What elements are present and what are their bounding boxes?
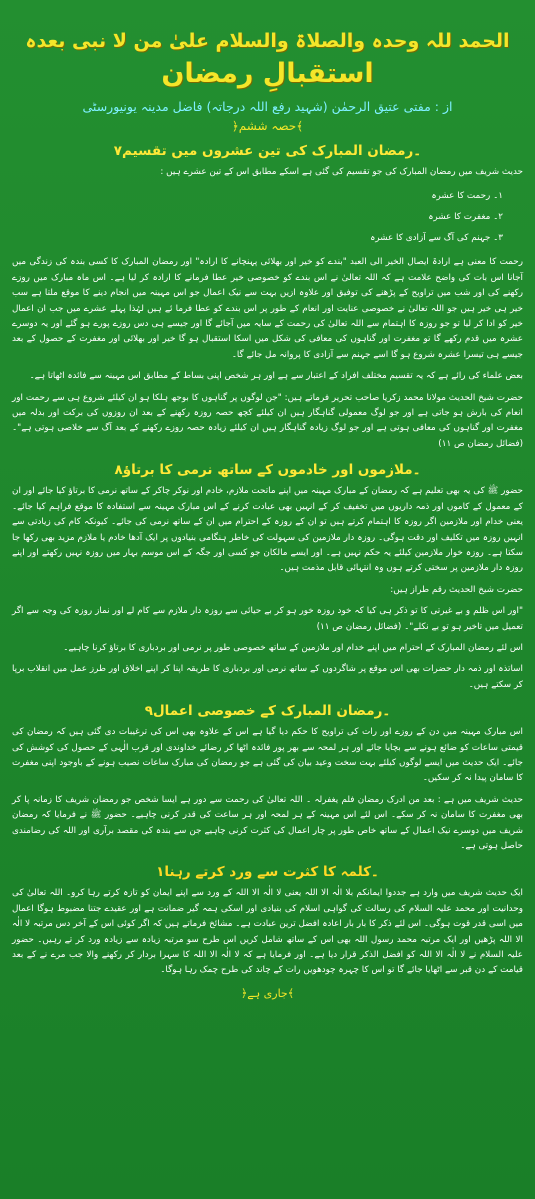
section-8-quote	[12, 604, 523, 635]
quote-reference: (فضائل رمضان ص ۱۱)	[316, 621, 402, 632]
kalima-paragraph: ایک حدیث شریف میں وارد ہے جددوا ایمانکم بلا الٰہ الا اللہ یعنی لا الٰہ الا اللہ کے ورد سے اپنے ایمان کو تازہ کرتے رہا کرو۔ اللہ تعالیٰ کی وحدانیت اور محمد علیہ السلام کی رسالت کی گواہی اسلام کی بنیادی اور اسکی ہمہ گیر ضمانت ہے اور عقیدے جتنا مضبوط ہوگا اعمال میں اسی قدر قوت ہوگی۔ اس لئے ذکر کا بار بار اعادہ افضل ترین عبادت ہے۔ مشائخ فرماتے ہیں کہ اگر کوئی اس کے آخر دس مرتبہ لا الٰہ الا اللہ پڑھیں اور ایک مرتبہ محمد رسول اللہ بھی اس کے ساتھ شامل کریں اس طرح سو مرتبہ زیادہ سے زیادہ ورد کر تے رہیں۔ حضور علیہ السلام نے لا الٰہ الا اللہ کو افضل الذکر قرار دیا ہے۔ اور فرمایا ہے کہ لا الٰہ الا اللہ کا سہرا بردار کر رکھنے والا جب مرے نے کے بعد قیامت کے دن قبر سے اٹھایا جائے گا تو اس کا چہرہ چودھویں رات کے چاند کی طرح چمک رہا ہوگا۔	[12, 888, 523, 976]
part-label: ﴿حصہ ششم﴾	[231, 119, 304, 133]
section-8-heading: ۸۔ملازموں اور خادموں کے ساتھ نرمی کا برتاؤ	[114, 462, 421, 479]
list-item: ۳۔ جہنم کی آگ سے آزادی کا عشرہ	[370, 233, 503, 244]
section-9-paragraph: اس مبارک مہینہ میں دن کے روزے اور رات کی تراویح کا حکم دیا گیا ہے اس کے علاوہ بھی اس کی ترغیبات دی گئی ہیں کہ رمضان کی قیمتی ساعات کو ضائع ہونے سے بچایا جائے اور ہر لمحہ سے بھر پور فائدہ اٹھا کر رضائے خداوندی اور قرب الٰہی کے حصول کی کوشش کی جائے۔ ایک حدیث میں ایسے لوگوں کیلئے بہت سخت وعید بیان کی گئی ہے جو رمضان کی مبارک ساعات نصیب ہونے کے باوجود اپنی مغفرت کا سامان پیدا نہ کر سکیں۔	[12, 727, 523, 784]
author-line: از : مفتی عتیق الرحمٰن (شہید رفع اللہ درجاتہ) فاضل مدینہ یونیورسٹی	[82, 99, 453, 114]
section-8-paragraph: اس لئے رمضان المبارک کے احترام میں اپنے خدام اور ملازمین کے ساتھ خصوصی طور پر نرمی اور بردباری کا برتاؤ کرنا چاہیے۔	[63, 642, 523, 653]
list-item: ۲۔ مغفرت کا عشرہ	[428, 212, 503, 223]
page-title: استقبالِ رمضان	[161, 58, 374, 89]
quote-text: حضرت شیخ الحدیث مولانا محمد زکریا صاحب تحریر فرماتے ہیں: "جن لوگوں پر گناہوں کا بوجھ ہلکا ہو ان کیلئے شروع ہی سے رحمت اور انعام کی بارش ہو جاتی ہے اور جو لوگ معمولی گناہگار ہیں ان کیلئے کچھ حصہ روزہ رکھنے کے بعد ان روزوں کی برکت اور بدلہ میں مغفرت اور گناہوں کی معافی ہوتی ہے اور جو لوگ زیادہ گناہگار ہیں ان کیلئے زیادہ حصہ روزے رکھنے کے بعد آگ سے خلاصی ہوتی ہے"۔	[12, 392, 523, 434]
list-item: ۱۔ رحمت کا عشرہ	[431, 191, 503, 202]
section-7-paragraph: بعض علماء کی رائے ہے کہ یہ تقسیم مختلف افراد کے اعتبار سے ہے اور ہر شخص اپنی بساط کے مطابق اس مہینہ سے فائدہ اٹھاتا ہے۔	[29, 371, 523, 382]
section-7-quote	[12, 391, 523, 453]
section-8-paragraph: حضرت شیخ الحدیث رقم طراز ہیں:	[390, 584, 523, 595]
section-7-paragraph: رحمت کا معنی ہے ارادۃ ایصال الخیر الی العبد "بندے کو خیر اور بھلائی پہنچانے کا ارادہ" اور رمضان المبارک کا کسی بندہ کی زندگی میں آجانا اس بات کی واضح علامت ہے کہ اللہ تعالیٰ نے اس بندے کو خصوصی خیر عطا فرمانے کا ارادہ کر لیا ہے۔ اس ماہ مبارک میں روزے رکھنے کی اور شب میں تراویح کے پڑھنے کی توفیق اور علاوہ ازیں بہت سے نیک اعمال جو اس مہینہ میں انجام دینے کا موقع ملتا ہے سب خیر ہی خیر ہیں جو اللہ تعالیٰ نے خصوصی عنایت اور انعام کے طور پر اس بندے کو عطا فرما ئے ہیں لہٰذا پہلے عشرے میں جب ان اعمال خیر کو ادا کر لیا تو جو روزہ کا اہتمام سے اللہ تعالیٰ کی رحمت کے سایہ میں آجائے گا اور جیسے ہی دس روزے پورے ہو گئے اور یہ دوسرے عشرہ میں قدم رکھے گا تو مغفرت اور گناہوں کی معافی کی شکل میں اسکا استقبال ہو گا خیر اور بھلائی اور مغفرت کے حصول کے بعد جیسے ہی تیسرا عشرہ شروع ہو گا اسے جہنم سے آزادی کا پروانہ مل جائے گا۔	[12, 257, 523, 360]
bismillah-header: الحمد للہ وحدہ والصلاۃ والسلام علیٰ من لا نبی بعدہ	[25, 30, 510, 52]
continued-label: ﴿جاری ہے﴾	[240, 986, 295, 1000]
section-8-paragraph: اساتذہ اور ذمہ دار حضرات بھی اس موقع پر شاگردوں کے ساتھ نرمی اور بردباری کا طریقہ اپنا کر اپنے اخلاق اور طرز عمل میں انقلاب برپا کر سکتے ہیں۔	[12, 664, 523, 690]
section-9-paragraph: حدیث شریف میں ہے : بعد من ادرک رمضان فلم یغفرلہ ۔ اللہ تعالیٰ کی رحمت سے دور ہے ایسا شخص جو رمضان شریف کا زمانہ پا کر بھی مغفرت کا سامان نہ کر سکے۔ اس لئے اس مہینہ کے ہر لمحہ اور ہر ساعت کی قدر کرنی چاہیے۔ حضور ﷺ نے فرمایا کہ رمضان شریف میں دوسرے نیک اعمال کے ساتھ خاص طور پر چار اعمال کی کثرت کرنی چاہیے جن سے بندہ کی مقصد برآری اور اللہ کی رضامندی حاصل ہوتی ہے۔	[12, 794, 523, 851]
section-9-heading: ۹۔رمضان المبارک کے خصوصی اعمال	[144, 703, 391, 720]
section-7-list	[12, 186, 523, 249]
quote-text: "اور اس ظلم و بے غیرتی کا تو ذکر ہی کیا کہ خود روزہ خور ہو کر بے حیائی سے روزہ دار ملازم سے کام لے اور نماز روزہ کی وجہ سے اگر تعمیل میں تاخیر ہو تو بے نکلے"۔	[12, 606, 523, 632]
section-8-paragraph: حضور ﷺ کی یہ بھی تعلیم ہے کہ رمضان کے مبارک مہینہ میں اپنے ماتحت ملازم، خادم اور نوکر چاکر کے ساتھ نرمی کا برتاؤ کیا جائے اور ان کے معمول کے کاموں اور ذمہ داریوں میں تخفیف کر کے انہیں بھی عبادت کرنے کے اس مبارک مہینہ سے استفادہ کا موقع فراہم کیا جائے۔ یعنی خدام اور ملازمین اگر روزہ کا اہتمام کرتے ہیں تو ان کے روزہ کے احترام میں ان کے ساتھ نرمی کی جائے۔ کیونکہ کام کی زیادتی سے انہیں روزہ میں تکلیف اور دقت ہوگی۔ روزہ دار ملازمین کی سہولت کی خاطر ہنگامی بنیادوں پر ایک آدھا خادم یا ملازم مزید بھی رکھا جا سکتا ہے۔ روزہ خوار ملازمین کیلئے یہ حکم نہیں ہے۔ اور ایسے مالکان جو کسی اور جگہ کے اس موسم بہار میں روزہ نہیں رکھتے اور اپنے روزہ دار ملازمین پر سختی کرتے ہوں وہ انتہائی قابل مذمت ہیں۔	[12, 486, 523, 574]
section-7-heading: ۷۔رمضان المبارک کی تین عشروں میں تقسیم	[113, 143, 422, 159]
quote-reference: (فضائل رمضان ص ۱۱)	[438, 438, 523, 449]
section-7-intro: حدیث شریف میں رمضان المبارک کی جو تقسیم کی گئی ہے اسکے مطابق اس کے تین عشرے ہیں :	[160, 167, 523, 177]
kalima-heading: ۱۔کلمہ کا کثرت سے ورد کرتے رہنا	[156, 864, 379, 881]
